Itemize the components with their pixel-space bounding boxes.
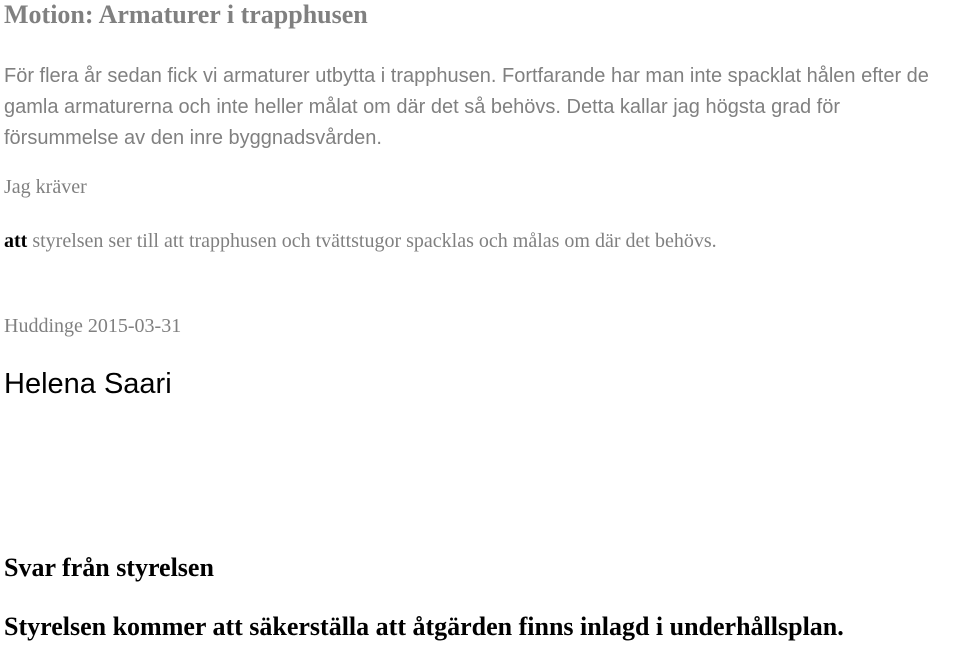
motion-title: Motion: Armaturer i trapphusen [4, 0, 368, 29]
motion-paragraph: För flera år sedan fick vi armaturer utbytta i trapphusen. Fortfarande har man inte spacklat hålen efter de gamla armaturerna och inte heller målat om där det så behövs. Detta kallar jag högsta grad för försummelse av den inre byggnadsvården. [4, 65, 929, 149]
demand-intro: Jag kräver [4, 176, 87, 198]
place-date: Huddinge 2015-03-31 [4, 315, 182, 337]
reply-heading: Svar från styrelsen [4, 553, 214, 582]
reply-text: Styrelsen kommer att säkerställa att åtgärden finns inlagd i underhållsplan. [4, 612, 844, 641]
demand-statement [4, 230, 717, 253]
author-name: Helena Saari [4, 368, 172, 400]
demand-keyword: att [4, 230, 28, 252]
demand-text: styrelsen ser till att trapphusen och tvättstugor spacklas och målas om där det behövs. [27, 230, 717, 252]
